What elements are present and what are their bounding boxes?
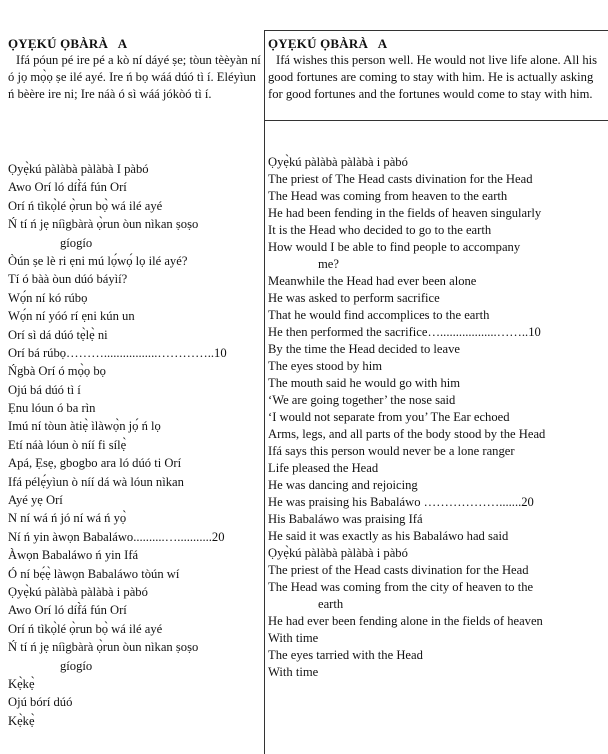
- yoruba-intro: Ifá póun pé ire pé a kò ní dáyé ṣe; tòun tèèyàn ní ó jọ mọ̀ọ ṣe ilé ayé. Ire ń bọ wáá dúó tì í. Eléyìun ń bèère ire ni; Ire náà ó sì wáá jókòó tì í.: [8, 53, 261, 101]
- verse-line: Wọ́n ní kó rúbọ: [8, 290, 88, 305]
- verse-line: ‘We are going together’ the nose said: [268, 393, 456, 407]
- verse-line: He had ever been fending alone in the fields of heaven: [268, 614, 543, 628]
- verse-line: He was asked to perform sacrifice: [268, 291, 440, 305]
- verse-line: Imú ní tòun àtiẹ̀ ìlàwọ̀n jọ́ ń lọ: [8, 419, 161, 434]
- verse-line: Kẹ̀kẹ̀: [8, 713, 35, 728]
- verse-line: Arms, legs, and all parts of the body stood by the Head: [268, 427, 546, 441]
- verse-line: Apá, Ẹsẹ, gbogbo ara ló dúó ti Orí: [8, 456, 182, 471]
- verse-line: Ifá pélẹ́yìun ò níí dá wà lóun nìkan: [8, 474, 184, 489]
- verse-line: Orí ń tìkọ̀lé ọ̀run bọ̀ wá ilé ayé: [8, 198, 163, 213]
- verse-line: Ifá says this person would never be a lone ranger: [268, 444, 515, 458]
- verse-line: Ọyẹ̀kú pàlàbà pàlàbà I pàbó: [8, 162, 149, 176]
- verse-line: Orí ń tìkọ̀lé ọ̀run bọ̀ wá ilé ayé: [8, 621, 163, 636]
- verse-line: By the time the Head decided to leave: [268, 342, 460, 356]
- english-title: ỌYẸKÚ ỌBÀRÀ A: [268, 36, 388, 51]
- column-divider: [264, 30, 265, 754]
- verse-line: Ojú bá dúó tì í: [8, 382, 81, 397]
- verse-line: Ojú bórí dúó: [8, 695, 73, 710]
- verse-line: The mouth said he would go with him: [268, 376, 461, 390]
- verse-line: earth: [318, 597, 344, 611]
- verse-line: gíogío: [60, 658, 93, 673]
- verse-line: Orí bá rúbọ……….................…………..10: [8, 345, 227, 360]
- verse-line: Ayé yẹ Orí: [8, 493, 63, 508]
- verse-line: Ń tí ń jẹ níìgbàrà ọ̀run òun nìkan ṣoṣo: [8, 217, 199, 232]
- yoruba-title: ỌYẸKÚ ỌBÀRÀ A: [8, 36, 128, 51]
- verse-line: Tí ó bàà òun dúó báyìí?: [8, 272, 128, 287]
- verse-line: Wọ́n ní yóó rí ẹni kún un: [8, 309, 135, 324]
- verse-line: Kẹ̀kẹ̀: [8, 676, 35, 691]
- verse-line: Ẹnu lóun ó ba rìn: [8, 401, 96, 416]
- verse-line: me?: [318, 257, 339, 271]
- verse-line: The priest of the Head casts divination for the Head: [268, 563, 529, 577]
- verse-line: Ọyẹ̀kú pàlàbà pàlàbà i pàbó: [268, 546, 408, 560]
- yoruba-verse: [8, 160, 227, 730]
- verse-line: It is the Head who decided to go to the earth: [268, 223, 492, 237]
- verse-line: Orí sì dá dúó tẹ̀lẹ̀ ni: [8, 327, 108, 342]
- verse-line: Òún ṣe lè ri ẹni mú lọ́wọ́ lọ ilé ayé?: [8, 253, 188, 268]
- english-verse: [268, 154, 545, 681]
- verse-line: ‘I would not separate from you’ The Ear echoed: [268, 410, 510, 424]
- verse-line: Meanwhile the Head had ever been alone: [268, 274, 477, 288]
- verse-line: Àwọn Babaláwo ń yin Ifá: [8, 548, 139, 563]
- verse-line: The priest of The Head casts divination for the Head: [268, 172, 533, 186]
- verse-line: He was praising his Babaláwo ……………….......20: [268, 495, 534, 509]
- verse-line: Life pleased the Head: [268, 461, 379, 475]
- verse-line: Ńgbà Orí ó mọ̀ọ bọ: [8, 364, 106, 379]
- verse-line: He said it was exactly as his Babaláwo had said: [268, 529, 509, 543]
- verse-line: The Head was coming from the city of heaven to the: [268, 580, 534, 594]
- verse-line: Ní ń yin àwọn Babaláwo..........…...........20: [8, 529, 225, 544]
- verse-line: Awo Orí ló díf̀á fún Orí: [8, 180, 127, 195]
- verse-line: N ní wá ń jó ní wá ń yọ̀: [8, 511, 127, 526]
- verse-line: With time: [268, 631, 319, 645]
- header-rule: [264, 30, 608, 31]
- verse-line: Ó ní bẹ́ẹ̀ làwọn Babaláwo tòún wí: [8, 566, 180, 581]
- verse-line: His Babaláwo was praising Ifá: [268, 512, 423, 526]
- verse-line: With time: [268, 665, 319, 679]
- verse-line: Etí náà lóun ò níí fi sílẹ̀: [8, 437, 127, 452]
- verse-line: Ń tí ń jẹ níìgbàrà ọ̀run òun nìkan ṣoṣo: [8, 640, 199, 655]
- verse-line: Awo Orí ló díf̀á fún Orí: [8, 603, 127, 618]
- verse-line: He then performed the sacrifice…..................……..10: [268, 325, 541, 339]
- verse-line: The eyes stood by him: [268, 359, 383, 373]
- intro-rule: [264, 120, 608, 121]
- verse-line: gíogío: [60, 235, 93, 250]
- verse-line: The eyes tarried with the Head: [268, 648, 423, 662]
- verse-line: Ọyẹ̀kú pàlàbà pàlàbà i pàbó: [268, 155, 408, 169]
- verse-line: Ọyẹ̀kú pàlàbà pàlàbà i pàbó: [8, 584, 148, 599]
- verse-line: That he would find accomplices to the earth: [268, 308, 490, 322]
- verse-line: How would I be able to find people to accompany: [268, 240, 521, 254]
- english-intro: Ifá wishes this person well. He would not live life alone. All his good fortunes are coming to stay with him. He is actually asking for good fortunes and the fortunes would come to stay with him.: [268, 53, 598, 101]
- verse-line: He was dancing and rejoicing: [268, 478, 418, 492]
- verse-line: He had been fending in the fields of heaven singularly: [268, 206, 542, 220]
- verse-line: The Head was coming from heaven to the earth: [268, 189, 508, 203]
